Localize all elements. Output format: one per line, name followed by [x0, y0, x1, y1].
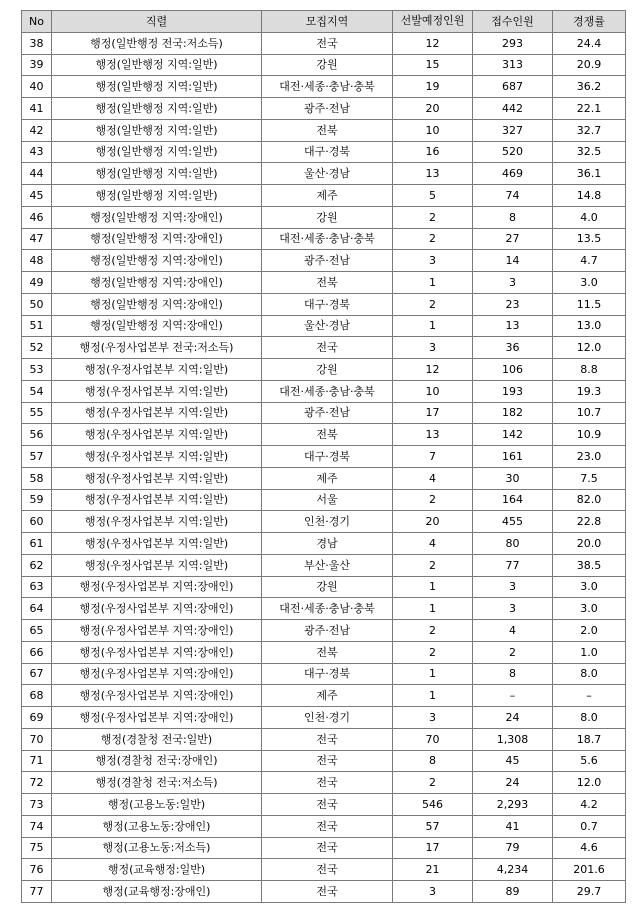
cell-no: 76	[22, 859, 52, 881]
header-rate: 경쟁률	[553, 11, 626, 33]
cell-no: 60	[22, 511, 52, 533]
cell-applicants: 36	[473, 337, 553, 359]
cell-title: 행정(우정사업본부 지역:일반)	[52, 402, 262, 424]
cell-rate: 32.7	[553, 119, 626, 141]
table-row	[22, 794, 626, 816]
cell-region: 울산·경남	[262, 315, 393, 337]
table-row	[22, 554, 626, 576]
cell-region: 광주·전남	[262, 402, 393, 424]
cell-region: 대전·세종·충남·충북	[262, 380, 393, 402]
cell-planned: 1	[393, 685, 473, 707]
cell-applicants: 30	[473, 467, 553, 489]
table-row	[22, 837, 626, 859]
cell-title: 행정(경찰청 전국:저소득)	[52, 772, 262, 794]
cell-no: 53	[22, 359, 52, 381]
table-row	[22, 641, 626, 663]
table-row	[22, 119, 626, 141]
cell-applicants: 41	[473, 815, 553, 837]
cell-title: 행정(우정사업본부 지역:일반)	[52, 424, 262, 446]
cell-applicants: 24	[473, 772, 553, 794]
cell-applicants: 164	[473, 489, 553, 511]
cell-applicants: 4,234	[473, 859, 553, 881]
cell-title: 행정(경찰청 전국:장애인)	[52, 750, 262, 772]
cell-region: 강원	[262, 206, 393, 228]
cell-planned: 2	[393, 554, 473, 576]
cell-no: 64	[22, 598, 52, 620]
table-row	[22, 707, 626, 729]
cell-rate: 1.0	[553, 641, 626, 663]
cell-title: 행정(일반행정 지역:장애인)	[52, 272, 262, 294]
cell-region: 부산·울산	[262, 554, 393, 576]
table-row	[22, 98, 626, 120]
cell-no: 65	[22, 620, 52, 642]
table-row	[22, 815, 626, 837]
cell-no: 45	[22, 185, 52, 207]
table-row	[22, 380, 626, 402]
cell-rate: 4.7	[553, 250, 626, 272]
cell-region: 강원	[262, 359, 393, 381]
cell-title: 행정(일반행정 지역:일반)	[52, 98, 262, 120]
cell-applicants: 77	[473, 554, 553, 576]
cell-planned: 10	[393, 119, 473, 141]
cell-planned: 13	[393, 424, 473, 446]
cell-rate: 24.4	[553, 32, 626, 54]
cell-rate: 5.6	[553, 750, 626, 772]
cell-planned: 2	[393, 620, 473, 642]
cell-applicants: 79	[473, 837, 553, 859]
cell-planned: 13	[393, 163, 473, 185]
cell-no: 56	[22, 424, 52, 446]
cell-applicants: 520	[473, 141, 553, 163]
cell-title: 행정(우정사업본부 지역:장애인)	[52, 663, 262, 685]
cell-planned: 19	[393, 76, 473, 98]
cell-applicants: 442	[473, 98, 553, 120]
cell-planned: 20	[393, 511, 473, 533]
recruitment-table	[21, 10, 626, 903]
cell-no: 47	[22, 228, 52, 250]
cell-applicants: 182	[473, 402, 553, 424]
table-row	[22, 446, 626, 468]
cell-applicants: 3	[473, 576, 553, 598]
cell-rate: 4.0	[553, 206, 626, 228]
cell-no: 59	[22, 489, 52, 511]
cell-applicants: 142	[473, 424, 553, 446]
cell-applicants: 8	[473, 663, 553, 685]
cell-no: 71	[22, 750, 52, 772]
cell-region: 인천·경기	[262, 511, 393, 533]
cell-rate: 3.0	[553, 576, 626, 598]
table-row	[22, 859, 626, 881]
cell-planned: 17	[393, 837, 473, 859]
cell-planned: 2	[393, 489, 473, 511]
cell-planned: 16	[393, 141, 473, 163]
cell-planned: 8	[393, 750, 473, 772]
cell-title: 행정(경찰청 전국:일반)	[52, 728, 262, 750]
table-row	[22, 359, 626, 381]
cell-region: 전국	[262, 837, 393, 859]
cell-planned: 70	[393, 728, 473, 750]
cell-rate: 13.0	[553, 315, 626, 337]
cell-region: 대전·세종·충남·충북	[262, 228, 393, 250]
cell-no: 49	[22, 272, 52, 294]
cell-title: 행정(우정사업본부 지역:장애인)	[52, 620, 262, 642]
cell-applicants: 3	[473, 272, 553, 294]
cell-title: 행정(교육행정:장애인)	[52, 881, 262, 903]
cell-rate: 12.0	[553, 337, 626, 359]
cell-rate: 10.9	[553, 424, 626, 446]
cell-applicants: 687	[473, 76, 553, 98]
cell-title: 행정(우정사업본부 지역:장애인)	[52, 707, 262, 729]
cell-region: 인천·경기	[262, 707, 393, 729]
cell-applicants: 1,308	[473, 728, 553, 750]
cell-title: 행정(일반행정 지역:일반)	[52, 119, 262, 141]
cell-planned: 4	[393, 533, 473, 555]
cell-planned: 1	[393, 576, 473, 598]
cell-rate: 2.0	[553, 620, 626, 642]
table-row	[22, 685, 626, 707]
cell-applicants: 14	[473, 250, 553, 272]
cell-region: 울산·경남	[262, 163, 393, 185]
table-body	[22, 32, 626, 902]
table-row	[22, 576, 626, 598]
table-row	[22, 598, 626, 620]
cell-region: 제주	[262, 185, 393, 207]
cell-no: 40	[22, 76, 52, 98]
header-planned: 선발예정인원	[393, 11, 473, 33]
cell-rate: 36.2	[553, 76, 626, 98]
table-row	[22, 250, 626, 272]
cell-no: 67	[22, 663, 52, 685]
header-no: No	[22, 11, 52, 33]
cell-no: 48	[22, 250, 52, 272]
table-row	[22, 772, 626, 794]
cell-rate: 4.2	[553, 794, 626, 816]
header-row	[22, 11, 626, 33]
cell-planned: 4	[393, 467, 473, 489]
cell-title: 행정(일반행정 지역:장애인)	[52, 228, 262, 250]
cell-rate: 4.6	[553, 837, 626, 859]
cell-applicants: 313	[473, 54, 553, 76]
cell-region: 전국	[262, 32, 393, 54]
table-row	[22, 467, 626, 489]
cell-title: 행정(우정사업본부 지역:장애인)	[52, 641, 262, 663]
cell-planned: 15	[393, 54, 473, 76]
table-row	[22, 54, 626, 76]
cell-no: 57	[22, 446, 52, 468]
cell-region: 대구·경북	[262, 293, 393, 315]
cell-applicants: 24	[473, 707, 553, 729]
cell-rate: 38.5	[553, 554, 626, 576]
cell-region: 대구·경북	[262, 141, 393, 163]
cell-title: 행정(고용노동:일반)	[52, 794, 262, 816]
cell-region: 강원	[262, 576, 393, 598]
cell-applicants: 161	[473, 446, 553, 468]
cell-title: 행정(일반행정 지역:일반)	[52, 76, 262, 98]
cell-no: 66	[22, 641, 52, 663]
cell-title: 행정(우정사업본부 지역:일반)	[52, 533, 262, 555]
cell-no: 42	[22, 119, 52, 141]
cell-no: 70	[22, 728, 52, 750]
cell-planned: 10	[393, 380, 473, 402]
table-row	[22, 663, 626, 685]
cell-planned: 2	[393, 293, 473, 315]
cell-title: 행정(우정사업본부 지역:일반)	[52, 467, 262, 489]
table-row	[22, 402, 626, 424]
cell-no: 72	[22, 772, 52, 794]
cell-applicants: 469	[473, 163, 553, 185]
cell-rate: 12.0	[553, 772, 626, 794]
cell-region: 전국	[262, 772, 393, 794]
cell-no: 50	[22, 293, 52, 315]
cell-title: 행정(일반행정 지역:일반)	[52, 54, 262, 76]
cell-rate: 32.5	[553, 141, 626, 163]
table-row	[22, 185, 626, 207]
cell-rate: 18.7	[553, 728, 626, 750]
cell-region: 대전·세종·충남·충북	[262, 76, 393, 98]
cell-region: 전북	[262, 272, 393, 294]
cell-region: 강원	[262, 54, 393, 76]
cell-title: 행정(우정사업본부 지역:장애인)	[52, 576, 262, 598]
cell-planned: 2	[393, 641, 473, 663]
cell-planned: 1	[393, 272, 473, 294]
cell-title: 행정(일반행정 지역:일반)	[52, 163, 262, 185]
cell-applicants: 293	[473, 32, 553, 54]
cell-rate: 3.0	[553, 272, 626, 294]
cell-title: 행정(일반행정 지역:일반)	[52, 141, 262, 163]
cell-no: 77	[22, 881, 52, 903]
cell-applicants: 27	[473, 228, 553, 250]
cell-no: 73	[22, 794, 52, 816]
cell-applicants: 327	[473, 119, 553, 141]
cell-planned: 20	[393, 98, 473, 120]
cell-applicants: 45	[473, 750, 553, 772]
cell-region: 서울	[262, 489, 393, 511]
cell-region: 대구·경북	[262, 446, 393, 468]
table-row	[22, 293, 626, 315]
cell-region: 제주	[262, 467, 393, 489]
cell-region: 경남	[262, 533, 393, 555]
cell-planned: 12	[393, 32, 473, 54]
cell-title: 행정(교육행정:일반)	[52, 859, 262, 881]
cell-no: 68	[22, 685, 52, 707]
cell-applicants: 8	[473, 206, 553, 228]
cell-planned: 1	[393, 663, 473, 685]
cell-no: 54	[22, 380, 52, 402]
cell-planned: 3	[393, 881, 473, 903]
table-row	[22, 76, 626, 98]
cell-title: 행정(우정사업본부 지역:일반)	[52, 489, 262, 511]
cell-region: 전국	[262, 337, 393, 359]
cell-planned: 5	[393, 185, 473, 207]
cell-region: 전국	[262, 794, 393, 816]
cell-no: 61	[22, 533, 52, 555]
cell-applicants: 13	[473, 315, 553, 337]
cell-rate: 3.0	[553, 598, 626, 620]
cell-applicants: 3	[473, 598, 553, 620]
table-row	[22, 489, 626, 511]
cell-no: 62	[22, 554, 52, 576]
cell-no: 74	[22, 815, 52, 837]
cell-region: 전국	[262, 750, 393, 772]
cell-title: 행정(우정사업본부 지역:일반)	[52, 511, 262, 533]
cell-title: 행정(일반행정 지역:장애인)	[52, 250, 262, 272]
cell-rate: 23.0	[553, 446, 626, 468]
cell-applicants: 106	[473, 359, 553, 381]
cell-region: 전국	[262, 859, 393, 881]
cell-planned: 2	[393, 228, 473, 250]
table-row	[22, 728, 626, 750]
cell-no: 52	[22, 337, 52, 359]
cell-applicants: 4	[473, 620, 553, 642]
cell-applicants: 80	[473, 533, 553, 555]
cell-region: 전국	[262, 728, 393, 750]
table-row	[22, 272, 626, 294]
cell-no: 41	[22, 98, 52, 120]
cell-planned: 57	[393, 815, 473, 837]
cell-no: 58	[22, 467, 52, 489]
cell-rate: 8.0	[553, 663, 626, 685]
table-row	[22, 163, 626, 185]
cell-rate: 0.7	[553, 815, 626, 837]
cell-applicants: 23	[473, 293, 553, 315]
cell-rate: 82.0	[553, 489, 626, 511]
cell-title: 행정(우정사업본부 지역:일반)	[52, 380, 262, 402]
cell-region: 전북	[262, 641, 393, 663]
cell-planned: 1	[393, 598, 473, 620]
header-applicants: 접수인원	[473, 11, 553, 33]
cell-title: 행정(일반행정 지역:일반)	[52, 185, 262, 207]
table-row	[22, 315, 626, 337]
cell-applicants: 74	[473, 185, 553, 207]
cell-planned: 3	[393, 337, 473, 359]
cell-no: 43	[22, 141, 52, 163]
header-region: 모집지역	[262, 11, 393, 33]
cell-no: 51	[22, 315, 52, 337]
cell-rate: 22.8	[553, 511, 626, 533]
cell-title: 행정(우정사업본부 지역:일반)	[52, 446, 262, 468]
cell-planned: 12	[393, 359, 473, 381]
cell-region: 대전·세종·충남·충북	[262, 598, 393, 620]
cell-title: 행정(일반행정 전국:저소득)	[52, 32, 262, 54]
cell-planned: 546	[393, 794, 473, 816]
cell-planned: 1	[393, 315, 473, 337]
table-row	[22, 228, 626, 250]
cell-rate: 8.8	[553, 359, 626, 381]
cell-rate: –	[553, 685, 626, 707]
cell-title: 행정(우정사업본부 지역:일반)	[52, 554, 262, 576]
cell-title: 행정(고용노동:저소득)	[52, 837, 262, 859]
cell-no: 46	[22, 206, 52, 228]
cell-rate: 22.1	[553, 98, 626, 120]
cell-region: 제주	[262, 685, 393, 707]
cell-no: 39	[22, 54, 52, 76]
cell-title: 행정(일반행정 지역:장애인)	[52, 293, 262, 315]
cell-region: 전북	[262, 424, 393, 446]
cell-title: 행정(우정사업본부 지역:장애인)	[52, 598, 262, 620]
table-row	[22, 881, 626, 903]
cell-title: 행정(일반행정 지역:장애인)	[52, 315, 262, 337]
cell-region: 대구·경북	[262, 663, 393, 685]
cell-rate: 36.1	[553, 163, 626, 185]
cell-region: 광주·전남	[262, 620, 393, 642]
cell-title: 행정(우정사업본부 전국:저소득)	[52, 337, 262, 359]
cell-rate: 14.8	[553, 185, 626, 207]
cell-applicants: –	[473, 685, 553, 707]
cell-no: 55	[22, 402, 52, 424]
table-row	[22, 750, 626, 772]
cell-applicants: 2	[473, 641, 553, 663]
table-row	[22, 424, 626, 446]
table-row	[22, 511, 626, 533]
cell-region: 광주·전남	[262, 250, 393, 272]
table-row	[22, 533, 626, 555]
cell-title: 행정(우정사업본부 지역:일반)	[52, 359, 262, 381]
cell-rate: 20.9	[553, 54, 626, 76]
table-row	[22, 337, 626, 359]
cell-region: 광주·전남	[262, 98, 393, 120]
table-row	[22, 206, 626, 228]
cell-rate: 13.5	[553, 228, 626, 250]
cell-region: 전국	[262, 815, 393, 837]
cell-no: 38	[22, 32, 52, 54]
table-row	[22, 620, 626, 642]
cell-planned: 3	[393, 707, 473, 729]
cell-rate: 11.5	[553, 293, 626, 315]
cell-rate: 10.7	[553, 402, 626, 424]
cell-region: 전국	[262, 881, 393, 903]
cell-planned: 7	[393, 446, 473, 468]
cell-rate: 29.7	[553, 881, 626, 903]
table-row	[22, 141, 626, 163]
cell-no: 44	[22, 163, 52, 185]
cell-planned: 17	[393, 402, 473, 424]
cell-title: 행정(우정사업본부 지역:장애인)	[52, 685, 262, 707]
cell-planned: 2	[393, 206, 473, 228]
cell-region: 전북	[262, 119, 393, 141]
cell-title: 행정(고용노동:장애인)	[52, 815, 262, 837]
cell-no: 69	[22, 707, 52, 729]
cell-rate: 19.3	[553, 380, 626, 402]
cell-rate: 7.5	[553, 467, 626, 489]
cell-no: 63	[22, 576, 52, 598]
cell-planned: 21	[393, 859, 473, 881]
cell-planned: 3	[393, 250, 473, 272]
cell-applicants: 193	[473, 380, 553, 402]
cell-rate: 20.0	[553, 533, 626, 555]
header-title: 직렬	[52, 11, 262, 33]
cell-applicants: 455	[473, 511, 553, 533]
cell-no: 75	[22, 837, 52, 859]
cell-applicants: 2,293	[473, 794, 553, 816]
cell-rate: 201.6	[553, 859, 626, 881]
table-row	[22, 32, 626, 54]
cell-planned: 2	[393, 772, 473, 794]
cell-title: 행정(일반행정 지역:장애인)	[52, 206, 262, 228]
cell-applicants: 89	[473, 881, 553, 903]
cell-rate: 8.0	[553, 707, 626, 729]
